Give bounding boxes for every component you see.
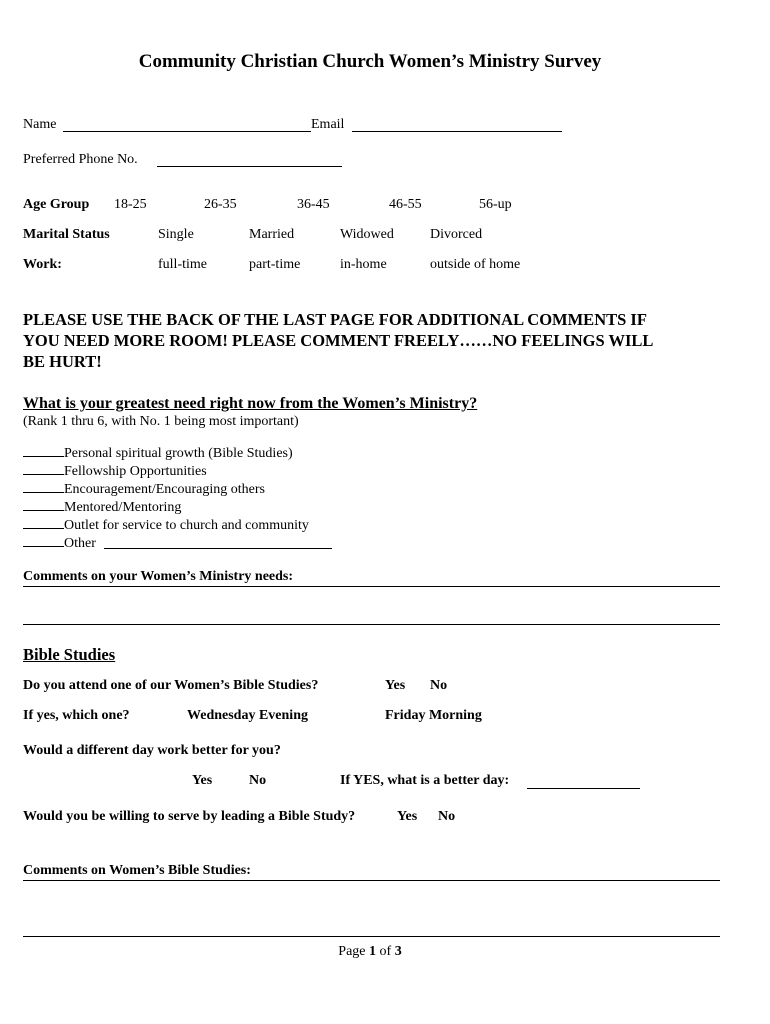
rank-blank[interactable]: [23, 480, 64, 493]
option-wednesday[interactable]: Wednesday Evening: [187, 708, 308, 723]
different-day-yes[interactable]: Yes: [192, 773, 213, 788]
rank-item-label: Fellowship Opportunities: [64, 464, 207, 479]
bible-comments-label: Comments on Women’s Bible Studies:: [23, 863, 251, 878]
comment-line[interactable]: [23, 880, 720, 881]
attend-question: Do you attend one of our Women’s Bible Studies?: [23, 678, 319, 693]
total-pages: 3: [394, 944, 402, 959]
rank-item: [23, 444, 293, 461]
marital-option[interactable]: Single: [158, 227, 194, 242]
different-day-no[interactable]: No: [249, 773, 267, 788]
comment-line[interactable]: [23, 936, 720, 937]
rank-item-label: Outlet for service to church and community: [64, 518, 309, 533]
email-label: Email: [311, 117, 345, 132]
rank-item-label: Mentored/Mentoring: [64, 500, 182, 515]
age-option[interactable]: 36-45: [297, 197, 330, 212]
work-option[interactable]: part-time: [249, 257, 301, 272]
needs-comments-label: Comments on your Women’s Ministry needs:: [23, 569, 294, 584]
current-page: 1: [369, 944, 377, 959]
rank-blank[interactable]: [23, 444, 64, 457]
marital-option[interactable]: Married: [249, 227, 295, 242]
notice-line: BE HURT!: [23, 352, 102, 371]
age-group-label: Age Group: [23, 197, 90, 212]
rank-item-label: Personal spiritual growth (Bible Studies): [64, 446, 293, 461]
rank-item: [23, 534, 96, 551]
better-day-label: If YES, what is a better day:: [340, 773, 510, 788]
notice-line: YOU NEED MORE ROOM! PLEASE COMMENT FREELY……NO FEELINGS WILL: [23, 331, 654, 350]
comment-line[interactable]: [23, 586, 720, 587]
attend-yes[interactable]: Yes: [385, 678, 406, 693]
of-word: of: [379, 944, 392, 959]
notice-line: PLEASE USE THE BACK OF THE LAST PAGE FOR ADDITIONAL COMMENTS IF: [23, 310, 647, 329]
marital-status-label: Marital Status: [23, 227, 110, 242]
name-field[interactable]: [63, 131, 311, 132]
work-option[interactable]: outside of home: [430, 257, 521, 272]
attend-no[interactable]: No: [430, 678, 448, 693]
rank-blank[interactable]: [23, 534, 64, 547]
marital-option[interactable]: Divorced: [430, 227, 483, 242]
lead-question: Would you be willing to serve by leading a Bible Study?: [23, 809, 356, 824]
marital-option[interactable]: Widowed: [340, 227, 394, 242]
needs-instruction: (Rank 1 thru 6, with No. 1 being most important): [23, 414, 299, 429]
page-word: Page: [338, 944, 366, 959]
name-label: Name: [23, 117, 57, 132]
which-question: If yes, which one?: [23, 708, 130, 723]
age-option[interactable]: 18-25: [114, 197, 147, 212]
needs-question: What is your greatest need right now from the Women’s Ministry?: [23, 395, 478, 412]
different-day-question: Would a different day work better for you?: [23, 743, 281, 758]
bible-studies-heading: Bible Studies: [23, 645, 116, 664]
phone-field[interactable]: [157, 166, 342, 167]
better-day-field[interactable]: [527, 788, 640, 789]
rank-item-label: Other: [64, 536, 96, 551]
page-number: [0, 945, 740, 959]
email-field[interactable]: [352, 131, 562, 132]
rank-item-label: Encouragement/Encouraging others: [64, 482, 265, 497]
lead-no[interactable]: No: [438, 809, 456, 824]
rank-item: [23, 480, 265, 497]
rank-blank[interactable]: [23, 516, 64, 529]
rank-item: [23, 498, 181, 515]
work-option[interactable]: in-home: [340, 257, 387, 272]
option-friday[interactable]: Friday Morning: [385, 708, 482, 723]
lead-yes[interactable]: Yes: [397, 809, 418, 824]
rank-blank[interactable]: [23, 498, 64, 511]
page-title: Community Christian Church Women’s Ministry Survey: [138, 51, 602, 72]
age-option[interactable]: 26-35: [204, 197, 237, 212]
work-option[interactable]: full-time: [158, 257, 207, 272]
age-option[interactable]: 56-up: [479, 197, 512, 212]
age-option[interactable]: 46-55: [389, 197, 422, 212]
phone-label: Preferred Phone No.: [23, 152, 138, 167]
comment-line[interactable]: [23, 624, 720, 625]
rank-item: [23, 516, 309, 533]
rank-blank[interactable]: [23, 462, 64, 475]
rank-item: [23, 462, 207, 479]
other-field[interactable]: [104, 548, 332, 549]
work-label: Work:: [23, 257, 62, 272]
